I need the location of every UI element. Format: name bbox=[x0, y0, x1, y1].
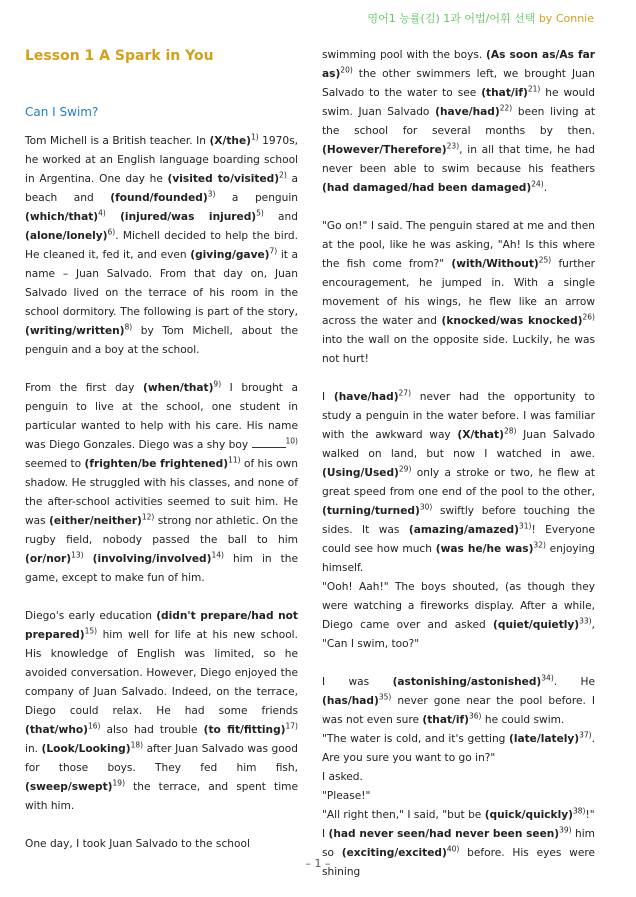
answer-choice: (exciting/excited) bbox=[341, 847, 447, 859]
answer-choice: (X/the) bbox=[209, 135, 251, 147]
question-number: 25) bbox=[538, 255, 552, 265]
text-run: him in the game, except to make fun of him. bbox=[25, 553, 299, 584]
question-number: 15) bbox=[84, 626, 98, 636]
text-run: enjoying himself. bbox=[322, 543, 595, 574]
header-text: 영어1 능률(김) 1과 어법/어휘 선택 bbox=[367, 12, 536, 25]
question-number: 9) bbox=[213, 379, 222, 389]
answer-choice: (or/nor) bbox=[25, 553, 72, 565]
text-run: strong nor athletic. On the rugby field, nobody passed the ball to him bbox=[25, 515, 299, 546]
question-number: 37) bbox=[579, 730, 592, 740]
answer-choice: (had damaged/had been damaged) bbox=[322, 182, 532, 194]
question-number: 3) bbox=[207, 189, 216, 199]
text-run: Diego's early education bbox=[25, 610, 157, 622]
text-run: I bbox=[322, 828, 329, 840]
answer-choice: (had never seen/had never been seen) bbox=[328, 828, 560, 840]
text-run: "The water is cold, and it's getting bbox=[322, 733, 509, 745]
left-text-column bbox=[25, 132, 298, 854]
question-number: 17) bbox=[285, 721, 298, 731]
question-number: 38) bbox=[572, 806, 586, 816]
answer-choice: (frighten/be frightened) bbox=[84, 458, 229, 470]
question-number: 19) bbox=[112, 778, 126, 788]
answer-choice: (that/who) bbox=[25, 724, 88, 736]
answer-choice: (injured/was injured) bbox=[120, 211, 257, 223]
question-number: 13) bbox=[71, 550, 84, 560]
paragraph bbox=[322, 673, 595, 730]
question-number: 10) bbox=[285, 436, 298, 446]
header-author: by Connie bbox=[538, 12, 594, 25]
text-run: only a stroke or two, he flew at great speed from one end of the pool to the other, bbox=[322, 467, 595, 498]
text-run: of his own shadow. He struggled with his classes, and none of the after-school activities seemed to suit him. He was bbox=[25, 458, 298, 527]
answer-choice: (have/had) bbox=[333, 391, 399, 403]
question-number: 18) bbox=[130, 740, 144, 750]
question-number: 29) bbox=[398, 464, 412, 474]
answer-choice: (which/that) bbox=[25, 211, 99, 223]
paragraph bbox=[25, 607, 298, 816]
answer-choice: (when/that) bbox=[142, 382, 214, 394]
paragraph-gap bbox=[25, 360, 298, 379]
text-run bbox=[84, 553, 93, 565]
answer-choice: (giving/gave) bbox=[190, 249, 270, 261]
text-run: ! Everyone could see how much bbox=[322, 524, 595, 555]
answer-choice: (As soon as/As far as) bbox=[322, 49, 595, 80]
text-run: , "Can I swim, too?" bbox=[322, 619, 595, 650]
right-text-column bbox=[322, 46, 595, 882]
answer-choice: (has/had) bbox=[322, 695, 379, 707]
question-number: 4) bbox=[98, 208, 106, 218]
answer-choice: (astonishing/astonished) bbox=[392, 676, 542, 688]
question-number: 12) bbox=[141, 512, 155, 522]
text-run: Juan Salvado walked on land, but now I watched in awe. bbox=[322, 429, 595, 460]
lesson-title: Lesson 1 A Spark in You bbox=[25, 48, 214, 64]
text-run: a beach and bbox=[25, 173, 298, 204]
paragraph bbox=[322, 388, 595, 578]
question-number: 11) bbox=[228, 455, 241, 465]
text-run: after Juan Salvado was good for those boys. They fed him fish, bbox=[25, 743, 298, 774]
text-run: From the first day bbox=[25, 382, 143, 394]
paragraph bbox=[322, 825, 595, 882]
page-number: – 1 – bbox=[305, 857, 331, 870]
answer-choice: (to fit/fitting) bbox=[203, 724, 286, 736]
answer-choice: (with/Without) bbox=[451, 258, 539, 270]
question-number: 2) bbox=[279, 170, 287, 180]
answer-choice: (X/that) bbox=[457, 429, 504, 441]
question-number: 8) bbox=[124, 322, 133, 332]
answer-choice: (found/founded) bbox=[110, 192, 208, 204]
text-run: further encouragement, he jumped in. With a single movement of his wings, he flew like an arrow across the water and bbox=[322, 258, 595, 327]
answer-choice: (knocked/was knocked) bbox=[441, 315, 583, 327]
text-run: !" bbox=[585, 809, 595, 821]
question-number: 32) bbox=[533, 540, 546, 550]
text-run: . He bbox=[553, 676, 595, 688]
answer-choice: (writing/written) bbox=[25, 325, 125, 337]
text-run: One day, I took Juan Salvado to the school bbox=[25, 838, 250, 850]
paragraph bbox=[322, 768, 595, 787]
text-run: never gone near the pool before. I was not even sure bbox=[322, 695, 595, 726]
question-number: 31) bbox=[519, 521, 532, 531]
question-number: 27) bbox=[398, 388, 412, 398]
answer-choice: (was he/he was) bbox=[435, 543, 534, 555]
text-run: also had trouble bbox=[100, 724, 204, 736]
paragraph-gap bbox=[322, 654, 595, 673]
question-number: 7) bbox=[269, 246, 278, 256]
question-number: 21) bbox=[527, 84, 541, 94]
question-number: 36) bbox=[469, 711, 482, 721]
paragraph bbox=[25, 379, 298, 588]
text-run: it a name – Juan Salvado. From that day on, Juan Salvado lived on the terrace of his room in the school dormitory. The following is part of the story, bbox=[25, 249, 299, 318]
text-run: in. bbox=[25, 743, 42, 755]
question-number: 33) bbox=[579, 616, 592, 626]
paragraph-gap bbox=[25, 588, 298, 607]
answer-choice: (that/if) bbox=[422, 714, 470, 726]
question-number: 39) bbox=[559, 825, 572, 835]
paragraph bbox=[322, 787, 595, 806]
paragraph bbox=[25, 132, 298, 360]
text-run: been living at the school for several months by then. bbox=[322, 106, 596, 137]
text-run: into the wall on the opposite side. Luckily, he was not hurt! bbox=[322, 334, 595, 365]
answer-choice: (sweep/swept) bbox=[25, 781, 113, 793]
answer-blank bbox=[252, 437, 286, 448]
answer-choice: (quick/quickly) bbox=[484, 809, 573, 821]
text-run: he would swim. Juan Salvado bbox=[322, 87, 595, 118]
paragraph bbox=[322, 806, 595, 825]
text-run: I was bbox=[322, 676, 393, 688]
text-run: never had the opportunity to study a penguin in the water before. I was familiar with the awkward way bbox=[322, 391, 595, 441]
answer-choice: (turning/turned) bbox=[322, 505, 420, 517]
question-number: 16) bbox=[87, 721, 101, 731]
text-run: I bbox=[322, 391, 334, 403]
answer-choice: (visited to/visited) bbox=[167, 173, 280, 185]
page-header bbox=[368, 10, 594, 26]
text-run: by Tom Michell, about the penguin and a boy at the school. bbox=[25, 325, 298, 356]
text-run bbox=[106, 211, 120, 223]
text-run: "Ooh! Aah!" The boys shouted, (as though they were watching a fireworks display. After a while, Diego came over and asked bbox=[322, 581, 595, 631]
question-number: 24) bbox=[531, 179, 544, 189]
question-number: 30) bbox=[419, 502, 433, 512]
text-run: swimming pool with the boys. bbox=[322, 49, 487, 61]
question-number: 34) bbox=[541, 673, 554, 683]
text-run: him so bbox=[322, 828, 595, 859]
question-number: 23) bbox=[446, 141, 460, 151]
text-run: . Are you sure you want to go in?" bbox=[322, 733, 595, 764]
section-title: Can I Swim? bbox=[25, 105, 99, 119]
text-run: "All right then," I said, "but be bbox=[322, 809, 485, 821]
text-run: Tom Michell is a British teacher. In bbox=[25, 135, 210, 147]
paragraph bbox=[322, 46, 595, 198]
question-number: 22) bbox=[499, 103, 513, 113]
question-number: 26) bbox=[582, 312, 595, 322]
text-run: he could swim. bbox=[481, 714, 565, 726]
paragraph bbox=[322, 730, 595, 768]
question-number: 1) bbox=[250, 132, 259, 142]
question-number: 14) bbox=[211, 550, 224, 560]
question-number: 40) bbox=[446, 844, 460, 854]
question-number: 5) bbox=[256, 208, 264, 218]
text-run: and bbox=[263, 211, 298, 223]
text-run: "Please!" bbox=[322, 790, 371, 802]
text-run: the terrace, and spent time with him. bbox=[25, 781, 298, 812]
answer-choice: (involving/involved) bbox=[92, 553, 212, 565]
text-run: him well for life at his new school. His knowledge of English was limited, so he avoided conversation. However, Diego enjoyed the company of Juan Salvado. Indeed, on the terrace, Diego could relax. He had some friends bbox=[25, 629, 298, 717]
text-run: . Michell decided to help the bird. He cleaned it, fed it, and even bbox=[25, 230, 298, 261]
answer-choice: (Using/Used) bbox=[322, 467, 399, 479]
paragraph bbox=[322, 578, 595, 654]
answer-choice: (late/lately) bbox=[508, 733, 580, 745]
answer-choice: (Look/Looking) bbox=[41, 743, 131, 755]
text-run: . bbox=[543, 182, 548, 194]
text-run: 1970s, he worked at an English language boarding school in Argentina. One day he bbox=[25, 135, 299, 185]
text-run: swiftly before touching the sides. It was bbox=[322, 505, 595, 536]
answer-choice: (However/Therefore) bbox=[322, 144, 447, 156]
paragraph bbox=[322, 217, 595, 369]
answer-choice: (amazing/amazed) bbox=[408, 524, 519, 536]
answer-choice: (have/had) bbox=[435, 106, 500, 118]
answer-choice: (alone/lonely) bbox=[25, 230, 108, 242]
answer-choice: (didn't prepare/had not prepared) bbox=[25, 610, 298, 641]
question-number: 20) bbox=[340, 65, 353, 75]
text-run: a penguin bbox=[215, 192, 298, 204]
paragraph-gap bbox=[322, 369, 595, 388]
text-run: seemed to bbox=[25, 458, 85, 470]
paragraph-gap bbox=[322, 198, 595, 217]
answer-choice: (that/if) bbox=[481, 87, 528, 99]
answer-choice: (quiet/quietly) bbox=[493, 619, 580, 631]
text-run: , in all that time, he had never been able to swim because his feathers bbox=[322, 144, 595, 175]
text-run: I brought a penguin to live at the school, one student in particular wanted to help with his care. His name was Diego Gonzales. Diego was a shy boy bbox=[25, 382, 298, 451]
text-run: I asked. bbox=[322, 771, 363, 783]
text-run: the other swimmers left, we brought Juan Salvado to the water to see bbox=[322, 68, 595, 99]
text-run: "Go on!" I said. The penguin stared at me and then at the pool, like he was asking, "Ah! Is this where the fish come from?" bbox=[322, 220, 595, 270]
text-run: before. His eyes were shining bbox=[322, 847, 595, 878]
question-number: 28) bbox=[503, 426, 517, 436]
question-number: 35) bbox=[378, 692, 392, 702]
paragraph bbox=[25, 835, 298, 854]
question-number: 6) bbox=[107, 227, 116, 237]
answer-choice: (either/neither) bbox=[49, 515, 142, 527]
paragraph-gap bbox=[25, 816, 298, 835]
